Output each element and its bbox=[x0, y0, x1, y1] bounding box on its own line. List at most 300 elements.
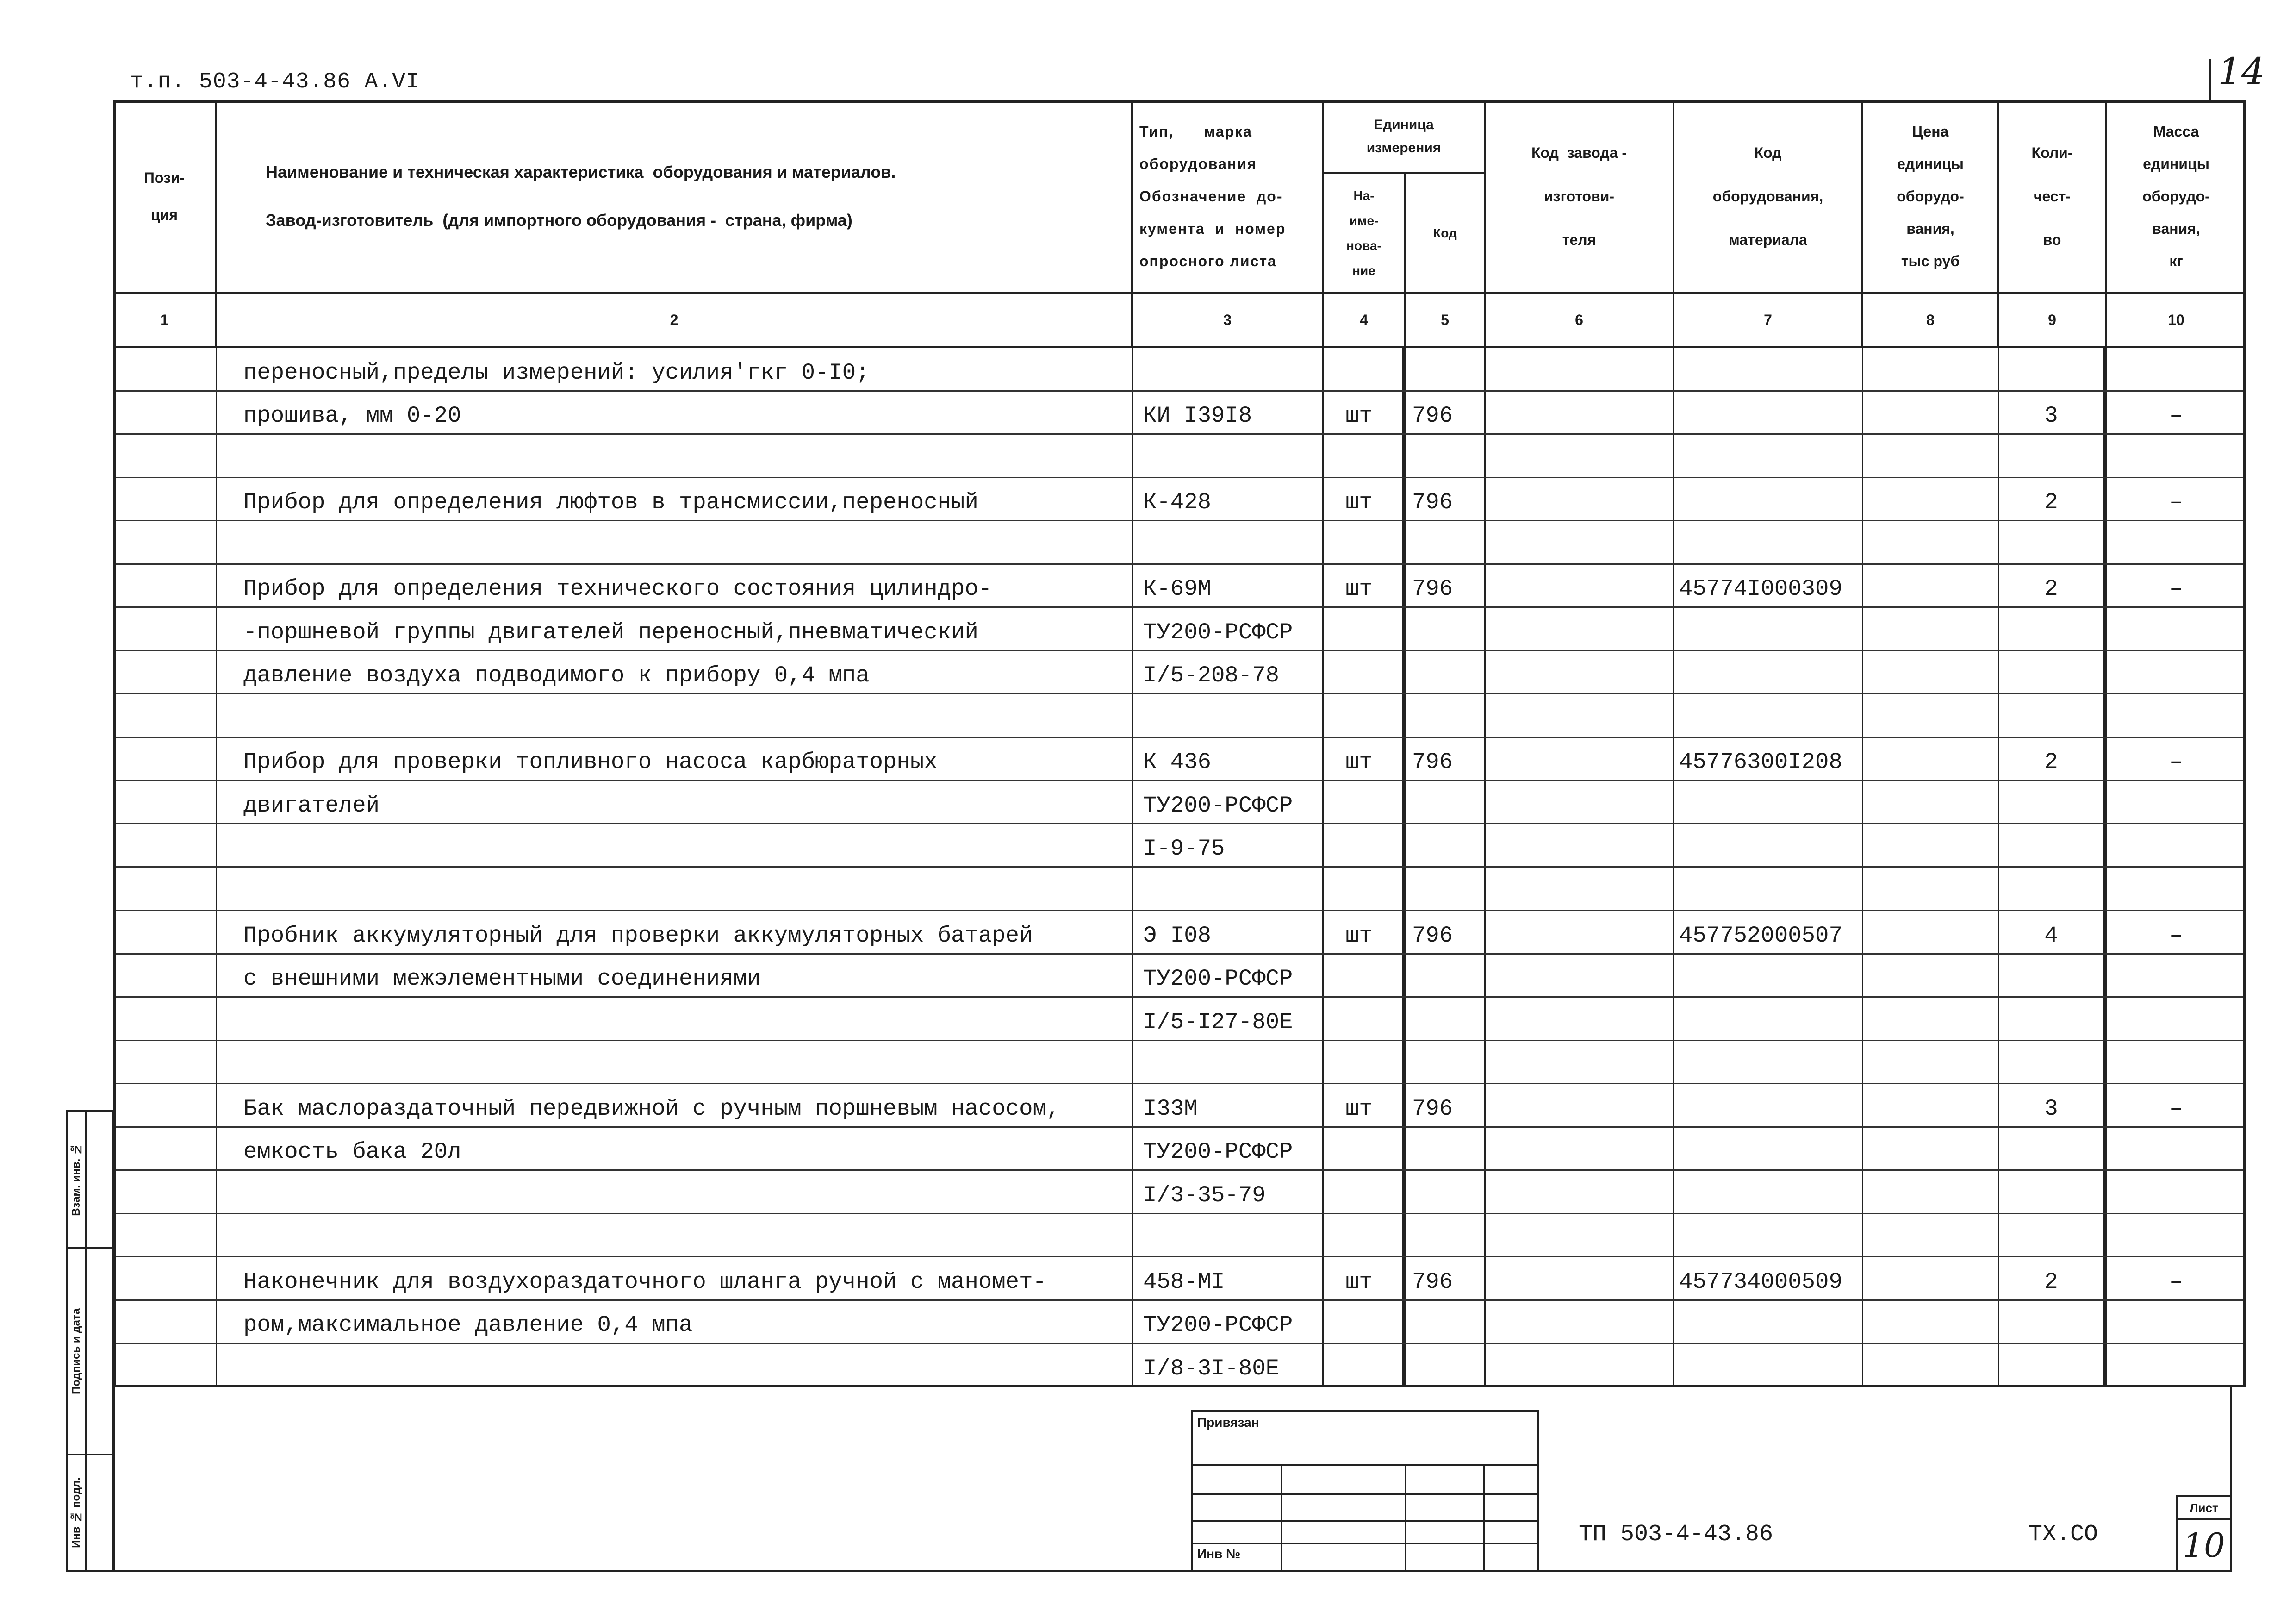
table-row bbox=[113, 1084, 2246, 1128]
cell-type bbox=[1133, 694, 1324, 737]
cell-position bbox=[113, 435, 217, 477]
header-text: кг bbox=[2169, 253, 2183, 269]
cell-price bbox=[1863, 868, 1999, 910]
cell-position bbox=[113, 1041, 217, 1083]
table-header bbox=[113, 100, 2246, 292]
cell-unit-code bbox=[1406, 1041, 1486, 1083]
cell-name bbox=[217, 868, 1133, 910]
cell-price bbox=[1863, 1214, 1999, 1256]
side-stamp-replaced-inv bbox=[68, 1112, 112, 1249]
cell-mass bbox=[2107, 998, 2246, 1040]
stamp-grid-line bbox=[1405, 1464, 1406, 1570]
cell-unit bbox=[1324, 608, 1406, 650]
cell-material-code bbox=[1674, 781, 1863, 823]
cell-price bbox=[1863, 1257, 1999, 1299]
header-material-code bbox=[1674, 100, 1863, 292]
cell-price bbox=[1863, 478, 1999, 520]
cell-price bbox=[1863, 565, 1999, 607]
cell-unit bbox=[1324, 521, 1406, 563]
cell-price bbox=[1863, 1128, 1999, 1170]
cell-mass bbox=[2107, 955, 2246, 997]
header-text: теля bbox=[1562, 231, 1596, 248]
cell-material-code: 45776300I208 bbox=[1674, 738, 1863, 780]
header-text: Единица bbox=[1374, 117, 1434, 132]
cell-unit-code bbox=[1406, 1171, 1486, 1213]
cell-name: ром,максимальное давление 0,4 мпа bbox=[217, 1301, 1133, 1343]
cell-name: с внешними межэлементными соединениями bbox=[217, 955, 1133, 997]
cell-position bbox=[113, 738, 217, 780]
cell-position bbox=[113, 694, 217, 737]
cell-quantity bbox=[1999, 1128, 2107, 1170]
table-row bbox=[113, 392, 2246, 435]
header-text: оборудо- bbox=[2142, 188, 2210, 205]
table-row bbox=[113, 478, 2246, 522]
cell-mass bbox=[2107, 651, 2246, 693]
cell-name: емкость бака 20л bbox=[217, 1128, 1133, 1170]
cell-name bbox=[217, 1041, 1133, 1083]
table-row bbox=[113, 1301, 2246, 1344]
binding-stamp-inventory: Инв № bbox=[1197, 1547, 1241, 1561]
header-text: вания, bbox=[1906, 220, 1954, 237]
cell-quantity: 2 bbox=[1999, 478, 2107, 520]
header-text: име- bbox=[1349, 213, 1379, 228]
cell-type: ТУ200-РСФСР bbox=[1133, 1301, 1324, 1343]
cell-material-code bbox=[1674, 1214, 1863, 1256]
cell-unit-code bbox=[1406, 435, 1486, 477]
cell-material-code bbox=[1674, 392, 1863, 434]
cell-unit: шт bbox=[1324, 738, 1406, 780]
cell-name: Бак маслораздаточный передвижной с ручным поршневым насосом, bbox=[217, 1084, 1133, 1126]
cell-name bbox=[217, 1344, 1133, 1386]
header-mass bbox=[2107, 100, 2246, 292]
cell-factory-code bbox=[1486, 1257, 1674, 1299]
binding-stamp bbox=[1191, 1410, 1539, 1572]
cell-unit-code: 796 bbox=[1406, 911, 1486, 953]
column-number: 5 bbox=[1406, 294, 1486, 346]
header-quantity bbox=[1999, 100, 2107, 292]
cell-position bbox=[113, 1257, 217, 1299]
cell-unit: шт bbox=[1324, 1257, 1406, 1299]
cell-type: I/8-3I-80Е bbox=[1133, 1344, 1324, 1386]
cell-type: I-9-75 bbox=[1133, 824, 1324, 867]
header-text: изготови- bbox=[1543, 188, 1615, 205]
header-text: Пози- bbox=[143, 169, 185, 186]
cell-factory-code bbox=[1486, 694, 1674, 737]
cell-quantity bbox=[1999, 998, 2107, 1040]
header-unit-title bbox=[1324, 100, 1484, 174]
cell-name: переносный,пределы измерений: усилия'гкг 0-I0; bbox=[217, 348, 1133, 390]
cell-type: I/5-208-78 bbox=[1133, 651, 1324, 693]
cell-mass: – bbox=[2169, 489, 2183, 516]
cell-name: двигателей bbox=[217, 781, 1133, 823]
cell-name bbox=[217, 435, 1133, 477]
cell-type: ТУ200-РСФСР bbox=[1133, 608, 1324, 650]
cell-position bbox=[113, 608, 217, 650]
cell-mass bbox=[2107, 608, 2246, 650]
cell-name bbox=[217, 998, 1133, 1040]
cell-position bbox=[113, 1344, 217, 1386]
column-number: 3 bbox=[1133, 294, 1324, 346]
side-stamp-original-inv bbox=[68, 1455, 112, 1570]
header-text: ция bbox=[150, 206, 178, 223]
cell-type: К 436 bbox=[1133, 738, 1324, 780]
cell-unit bbox=[1324, 435, 1406, 477]
cell-unit-code: 796 bbox=[1406, 392, 1486, 434]
table-row bbox=[113, 521, 2246, 565]
header-factory-code bbox=[1486, 100, 1674, 292]
column-number: 7 bbox=[1674, 294, 1863, 346]
cell-type bbox=[1133, 435, 1324, 477]
cell-unit-code: 796 bbox=[1406, 478, 1486, 520]
cell-material-code bbox=[1674, 1344, 1863, 1386]
cell-quantity bbox=[1999, 868, 2107, 910]
cell-quantity bbox=[1999, 955, 2107, 997]
cell-name: Пробник аккумуляторный для проверки аккумуляторных батарей bbox=[217, 911, 1133, 953]
cell-mass bbox=[2107, 1214, 2246, 1256]
cell-type bbox=[1133, 521, 1324, 563]
cell-mass bbox=[2107, 1171, 2246, 1213]
cell-type bbox=[1133, 868, 1324, 910]
cell-factory-code bbox=[1486, 521, 1674, 563]
cell-quantity: 2 bbox=[1999, 738, 2107, 780]
cell-type: Э I08 bbox=[1133, 911, 1324, 953]
cell-factory-code bbox=[1486, 348, 1674, 390]
header-unit-code bbox=[1406, 174, 1484, 292]
cell-material-code: 45774I000309 bbox=[1674, 565, 1863, 607]
header-type bbox=[1133, 100, 1324, 292]
cell-material-code bbox=[1674, 955, 1863, 997]
header-text: кумента и номер bbox=[1139, 220, 1286, 237]
sheet-number: 10 bbox=[2183, 1525, 2225, 1565]
cell-material-code bbox=[1674, 608, 1863, 650]
cell-position bbox=[113, 1128, 217, 1170]
cell-mass bbox=[2107, 824, 2246, 867]
cell-position bbox=[113, 955, 217, 997]
cell-price bbox=[1863, 738, 1999, 780]
cell-unit-code: 796 bbox=[1406, 565, 1486, 607]
cell-price bbox=[1863, 694, 1999, 737]
cell-unit-code bbox=[1406, 1301, 1486, 1343]
cell-quantity bbox=[1999, 824, 2107, 867]
cell-name bbox=[217, 1171, 1133, 1213]
stamp-grid-line bbox=[1193, 1520, 1537, 1522]
header-text: материала bbox=[1729, 231, 1807, 248]
cell-quantity bbox=[1999, 694, 2107, 737]
table-row bbox=[113, 348, 2246, 392]
cell-unit-code bbox=[1406, 781, 1486, 823]
header-text: Обозначение до- bbox=[1139, 188, 1283, 205]
cell-position bbox=[113, 824, 217, 867]
cell-position bbox=[113, 521, 217, 563]
cell-factory-code bbox=[1486, 1128, 1674, 1170]
column-number: 6 bbox=[1486, 294, 1674, 346]
header-text: измерения bbox=[1366, 140, 1441, 156]
cell-unit-code bbox=[1406, 998, 1486, 1040]
cell-price bbox=[1863, 608, 1999, 650]
cell-type: ТУ200-РСФСР bbox=[1133, 1128, 1324, 1170]
cell-mass bbox=[2107, 1344, 2246, 1386]
header-text: опросного листа bbox=[1139, 253, 1277, 269]
cell-unit bbox=[1324, 651, 1406, 693]
stamp-grid-line bbox=[1483, 1464, 1485, 1570]
cell-position bbox=[113, 478, 217, 520]
cell-mass bbox=[2107, 1041, 2246, 1083]
cell-position bbox=[113, 565, 217, 607]
cell-material-code bbox=[1674, 998, 1863, 1040]
cell-unit-code bbox=[1406, 348, 1486, 390]
cell-material-code bbox=[1674, 651, 1863, 693]
cell-unit bbox=[1324, 824, 1406, 867]
cell-material-code bbox=[1674, 348, 1863, 390]
cell-unit bbox=[1324, 1344, 1406, 1386]
table-row bbox=[113, 1257, 2246, 1301]
cell-material-code bbox=[1674, 694, 1863, 737]
cell-material-code bbox=[1674, 868, 1863, 910]
header-text: оборудования, bbox=[1712, 188, 1823, 205]
cell-quantity bbox=[1999, 651, 2107, 693]
cell-mass bbox=[2107, 1128, 2246, 1170]
cell-material-code bbox=[1674, 1171, 1863, 1213]
cell-name bbox=[217, 824, 1133, 867]
cell-unit: шт bbox=[1324, 911, 1406, 953]
cell-unit-code bbox=[1406, 651, 1486, 693]
side-stamp-label: Взам. инв. № bbox=[70, 1143, 82, 1216]
cell-position bbox=[113, 392, 217, 434]
cell-unit bbox=[1324, 1128, 1406, 1170]
cell-unit-code bbox=[1406, 608, 1486, 650]
cell-unit: шт bbox=[1324, 1084, 1406, 1126]
header-text: вания, bbox=[2152, 220, 2200, 237]
cell-quantity bbox=[1999, 1214, 2107, 1256]
column-number: 9 bbox=[1999, 294, 2107, 346]
header-text: во bbox=[2043, 231, 2061, 248]
cell-type: К-69М bbox=[1133, 565, 1324, 607]
cell-type: КИ I39I8 bbox=[1133, 392, 1324, 434]
table-row bbox=[113, 694, 2246, 738]
table-row bbox=[113, 1128, 2246, 1171]
header-text: оборудо- bbox=[1897, 188, 1964, 205]
table-row bbox=[113, 824, 2246, 868]
header-text: ние bbox=[1352, 263, 1375, 278]
cell-price bbox=[1863, 998, 1999, 1040]
cell-material-code bbox=[1674, 824, 1863, 867]
cell-name: -поршневой группы двигателей переносный,пневматический bbox=[217, 608, 1133, 650]
cell-quantity bbox=[1999, 608, 2107, 650]
cell-price bbox=[1863, 1171, 1999, 1213]
table-row bbox=[113, 1344, 2246, 1387]
table-row bbox=[113, 565, 2246, 608]
cell-quantity bbox=[1999, 348, 2107, 390]
cell-mass: – bbox=[2169, 922, 2183, 949]
column-number: 10 bbox=[2168, 312, 2184, 328]
side-stamp-label-cell bbox=[68, 1112, 87, 1247]
cell-factory-code bbox=[1486, 435, 1674, 477]
cell-unit-code bbox=[1406, 868, 1486, 910]
cell-name: Наконечник для воздухораздаточного шланга ручной с маномет- bbox=[217, 1257, 1133, 1299]
column-number-row bbox=[113, 292, 2246, 348]
cell-quantity bbox=[1999, 1171, 2107, 1213]
sheet-label: Лист bbox=[2178, 1497, 2230, 1520]
side-stamp-label: Подпись и дата bbox=[70, 1308, 82, 1394]
side-stamp-label-cell bbox=[68, 1249, 87, 1454]
table-row bbox=[113, 911, 2246, 955]
cell-quantity: 3 bbox=[1999, 392, 2107, 434]
cell-position bbox=[113, 1301, 217, 1343]
cell-price bbox=[1863, 781, 1999, 823]
handwritten-page-number: 14 bbox=[2218, 50, 2265, 93]
cell-position bbox=[113, 651, 217, 693]
cell-unit bbox=[1324, 998, 1406, 1040]
cell-unit-code bbox=[1406, 1344, 1486, 1386]
cell-name bbox=[217, 694, 1133, 737]
cell-name: Прибор для определения люфтов в трансмиссии,переносный bbox=[217, 478, 1133, 520]
cell-position bbox=[113, 781, 217, 823]
cell-mass bbox=[2107, 694, 2246, 737]
cell-unit bbox=[1324, 1301, 1406, 1343]
side-stamp-signature-date bbox=[68, 1249, 112, 1455]
stamp-grid-line bbox=[1193, 1493, 1537, 1495]
header-text: На- bbox=[1353, 188, 1375, 203]
cell-factory-code bbox=[1486, 868, 1674, 910]
cell-mass: – bbox=[2169, 749, 2183, 775]
cell-name bbox=[217, 521, 1133, 563]
cell-type bbox=[1133, 1041, 1324, 1083]
cell-price bbox=[1863, 651, 1999, 693]
table-row bbox=[113, 1171, 2246, 1214]
header-position bbox=[113, 100, 217, 292]
document-code-top: т.п. 503-4-43.86 А.VI bbox=[130, 69, 420, 94]
header-text: Наименование и техническая характеристика оборудования и материалов. bbox=[266, 162, 896, 181]
cell-price bbox=[1863, 824, 1999, 867]
header-text: Код bbox=[1433, 225, 1457, 240]
cell-price bbox=[1863, 1084, 1999, 1126]
cell-quantity bbox=[1999, 781, 2107, 823]
cell-factory-code bbox=[1486, 478, 1674, 520]
cell-price bbox=[1863, 911, 1999, 953]
column-number: 2 bbox=[217, 294, 1133, 346]
header-unit-group bbox=[1324, 100, 1486, 292]
cell-factory-code bbox=[1486, 1041, 1674, 1083]
cell-quantity: 3 bbox=[1999, 1084, 2107, 1126]
cell-position bbox=[113, 868, 217, 910]
header-text: Масса bbox=[2153, 123, 2199, 140]
binding-stamp-title: Привязан bbox=[1197, 1415, 1259, 1430]
cell-name: прошива, мм 0-20 bbox=[217, 392, 1133, 434]
cell-unit bbox=[1324, 1171, 1406, 1213]
cell-type: 458-МI bbox=[1133, 1257, 1324, 1299]
header-text: Код завода - bbox=[1531, 144, 1627, 161]
cell-factory-code bbox=[1486, 1084, 1674, 1126]
cell-unit-code bbox=[1406, 1128, 1486, 1170]
column-number: 1 bbox=[113, 294, 217, 346]
side-stamp-label-cell bbox=[68, 1455, 87, 1570]
cell-type bbox=[1133, 1214, 1324, 1256]
header-text: оборудования bbox=[1139, 156, 1257, 172]
cell-name bbox=[217, 1214, 1133, 1256]
cell-unit-code bbox=[1406, 1214, 1486, 1256]
header-text: единицы bbox=[2143, 156, 2209, 172]
cell-material-code: 457752000507 bbox=[1674, 911, 1863, 953]
cell-price bbox=[1863, 348, 1999, 390]
cell-unit-code: 796 bbox=[1406, 1257, 1486, 1299]
cell-mass bbox=[2107, 868, 2246, 910]
cell-factory-code bbox=[1486, 1171, 1674, 1213]
stamp-grid-line bbox=[1193, 1464, 1537, 1466]
cell-factory-code bbox=[1486, 781, 1674, 823]
cell-unit bbox=[1324, 694, 1406, 737]
side-stamp bbox=[66, 1110, 113, 1572]
cell-factory-code bbox=[1486, 955, 1674, 997]
header-unit-name bbox=[1324, 174, 1406, 292]
column-number: 8 bbox=[1863, 294, 1999, 346]
cell-factory-code bbox=[1486, 651, 1674, 693]
cell-material-code bbox=[1674, 521, 1863, 563]
cell-material-code bbox=[1674, 478, 1863, 520]
cell-name: Прибор для проверки топливного насоса карбюраторных bbox=[217, 738, 1133, 780]
table-row bbox=[113, 738, 2246, 781]
cell-factory-code bbox=[1486, 392, 1674, 434]
cell-position bbox=[113, 911, 217, 953]
cell-type: К-428 bbox=[1133, 478, 1324, 520]
cell-material-code bbox=[1674, 435, 1863, 477]
cell-quantity bbox=[1999, 1301, 2107, 1343]
title-document-code: ТП 503-4-43.86 bbox=[1579, 1521, 1773, 1548]
cell-price bbox=[1863, 1344, 1999, 1386]
cell-quantity bbox=[1999, 435, 2107, 477]
cell-factory-code bbox=[1486, 738, 1674, 780]
header-text: чест- bbox=[2033, 188, 2071, 205]
cell-unit bbox=[1324, 1041, 1406, 1083]
table-row bbox=[113, 998, 2246, 1041]
cell-quantity: 2 bbox=[1999, 1257, 2107, 1299]
header-text: единицы bbox=[1897, 156, 1964, 172]
cell-quantity bbox=[1999, 1344, 2107, 1386]
header-text: Тип, марка bbox=[1139, 123, 1252, 140]
column-number: 4 bbox=[1324, 294, 1406, 346]
header-price bbox=[1863, 100, 1999, 292]
cell-quantity: 4 bbox=[1999, 911, 2107, 953]
sheet-number-box bbox=[2176, 1495, 2232, 1572]
cell-mass: – bbox=[2169, 576, 2183, 602]
cell-mass bbox=[2107, 781, 2246, 823]
cell-unit bbox=[1324, 955, 1406, 997]
page-mark-divider bbox=[2209, 59, 2211, 100]
cell-quantity bbox=[1999, 521, 2107, 563]
cell-unit-code: 796 bbox=[1406, 1084, 1486, 1126]
cell-price bbox=[1863, 435, 1999, 477]
cell-type bbox=[1133, 348, 1324, 390]
cell-name: давление воздуха подводимого к прибору 0,4 мпа bbox=[217, 651, 1133, 693]
table-row bbox=[113, 955, 2246, 998]
cell-unit-code: 796 bbox=[1406, 738, 1486, 780]
header-name bbox=[217, 100, 1133, 292]
cell-unit-code bbox=[1406, 521, 1486, 563]
header-text: Завод-изготовитель (для импортного оборудования - страна, фирма) bbox=[266, 211, 852, 230]
cell-mass: – bbox=[2169, 1095, 2183, 1122]
header-text: Коли- bbox=[2031, 144, 2073, 161]
stamp-grid-line bbox=[1281, 1464, 1282, 1570]
header-text: нова- bbox=[1346, 238, 1381, 253]
table-row bbox=[113, 868, 2246, 912]
cell-unit: шт bbox=[1324, 478, 1406, 520]
cell-quantity bbox=[1999, 1041, 2107, 1083]
cell-mass bbox=[2107, 1301, 2246, 1343]
cell-material-code bbox=[1674, 1041, 1863, 1083]
cell-unit-code bbox=[1406, 694, 1486, 737]
cell-position bbox=[113, 1214, 217, 1256]
table-row bbox=[113, 435, 2246, 478]
cell-factory-code bbox=[1486, 824, 1674, 867]
